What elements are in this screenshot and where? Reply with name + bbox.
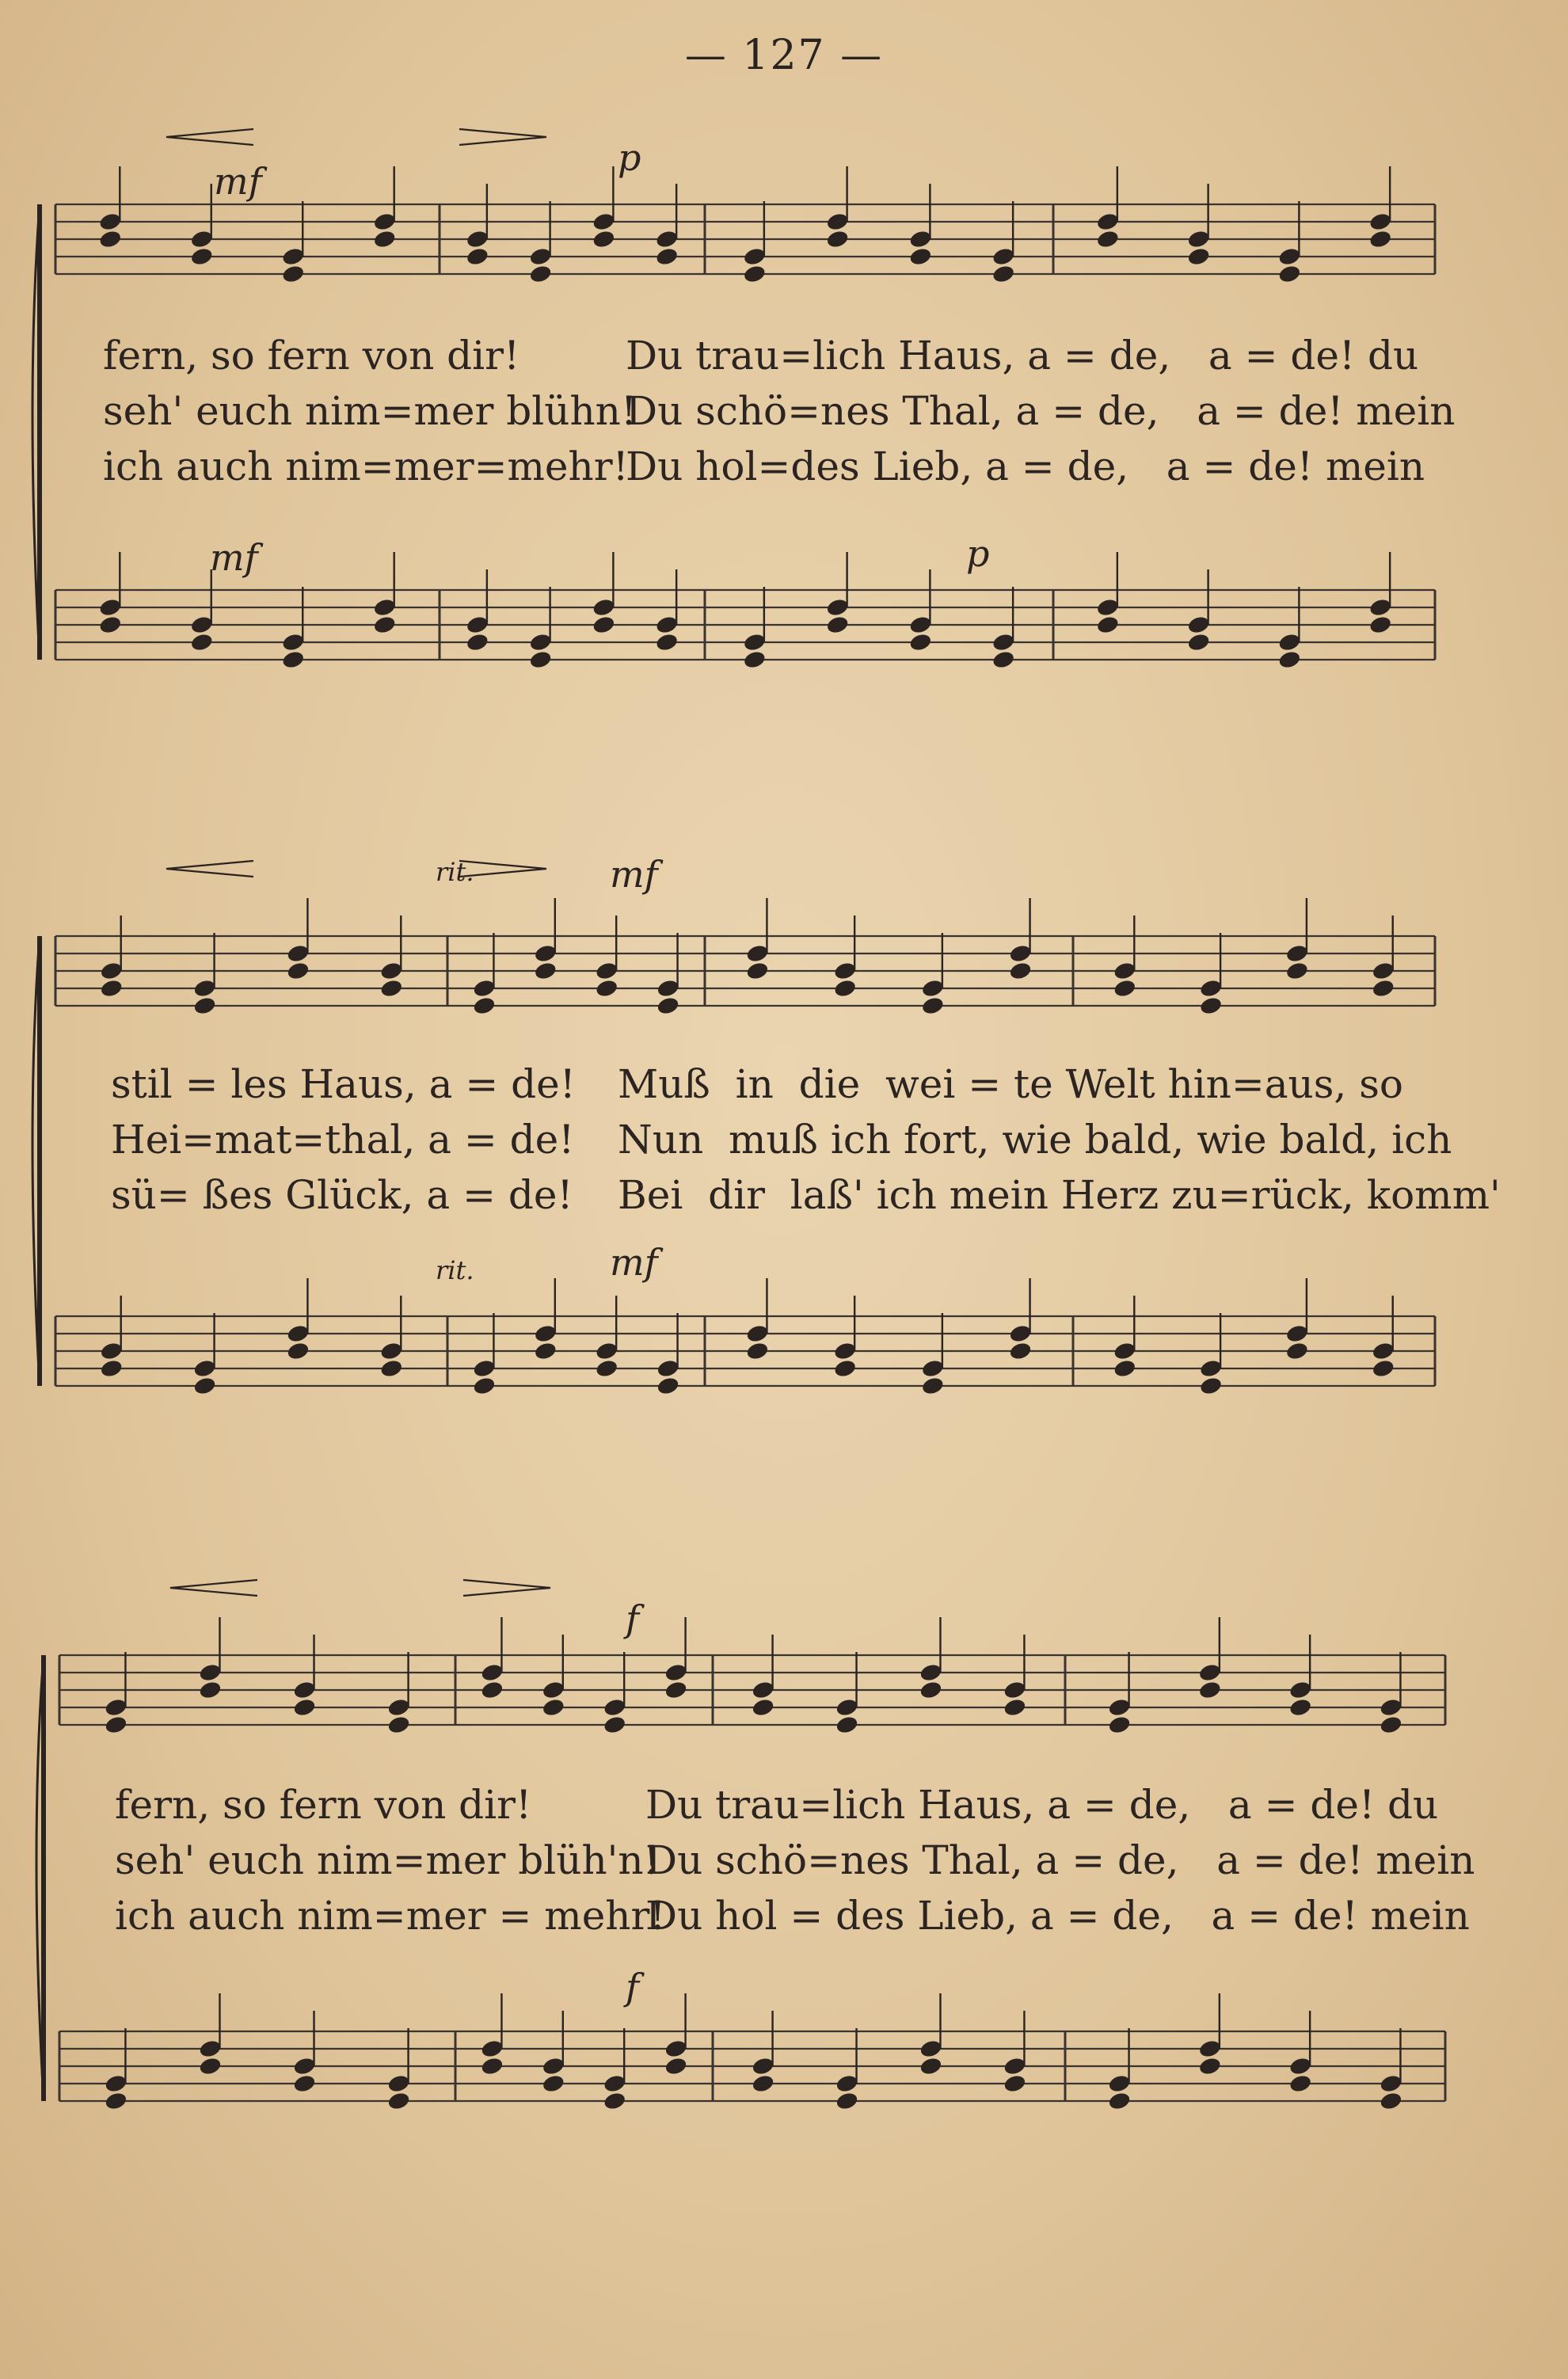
dynamic-marking: mf: [214, 160, 262, 203]
notehead: [751, 1697, 775, 1718]
notehead: [1277, 632, 1302, 653]
notehead: [835, 1715, 859, 1735]
notehead: [1113, 1358, 1137, 1379]
notehead: [743, 649, 767, 670]
notehead: [991, 264, 1016, 284]
notehead: [542, 1697, 566, 1718]
notehead: [921, 1376, 946, 1396]
notehead: [825, 211, 850, 232]
notehead: [292, 2056, 317, 2076]
notehead: [745, 1323, 770, 1344]
notehead: [1198, 1680, 1223, 1700]
dynamic-marking: mf: [210, 536, 258, 579]
notehead: [825, 597, 850, 618]
notehead: [592, 211, 616, 232]
notehead: [198, 1680, 223, 1700]
notehead: [1096, 615, 1121, 635]
notehead: [1288, 1697, 1313, 1718]
notehead: [1198, 1662, 1223, 1683]
notehead: [1277, 264, 1302, 284]
notehead: [835, 1697, 859, 1718]
notehead: [1285, 961, 1310, 981]
notehead: [1288, 2073, 1313, 2094]
notehead: [466, 246, 490, 267]
notehead: [1285, 1341, 1310, 1361]
notehead: [595, 1358, 619, 1379]
notehead: [603, 1697, 627, 1718]
notehead: [466, 229, 490, 249]
notehead: [919, 1662, 943, 1683]
notehead: [1368, 615, 1393, 635]
notehead: [825, 615, 850, 635]
lyric-line: seh' euch nim=mer blüh'n!: [115, 1837, 660, 1883]
notehead: [592, 615, 616, 635]
notehead: [1113, 961, 1137, 981]
lyric-line: Muß in die wei = te Welt hin=aus, so: [618, 1061, 1403, 1107]
notehead: [751, 2056, 775, 2076]
notehead: [1368, 229, 1393, 249]
notehead: [1198, 2038, 1223, 2059]
notehead: [835, 2091, 859, 2111]
notehead: [592, 229, 616, 249]
notehead: [919, 2038, 943, 2059]
notehead: [286, 1341, 310, 1361]
lyric-line: Nun muß ich fort, wie bald, wie bald, ich: [618, 1117, 1452, 1163]
notehead: [1277, 649, 1302, 670]
notehead: [534, 961, 558, 981]
notehead: [656, 978, 680, 999]
notehead: [379, 978, 404, 999]
notehead: [104, 1697, 128, 1718]
notehead: [542, 1680, 566, 1700]
notehead: [743, 246, 767, 267]
notehead: [908, 229, 933, 249]
notehead: [743, 264, 767, 284]
notehead: [386, 2073, 411, 2094]
notehead: [281, 246, 306, 267]
dynamic-marking: p: [618, 136, 641, 179]
lyric-line: Du schö=nes Thal, a = de, a = de! mein: [645, 1837, 1475, 1883]
notehead: [1371, 1341, 1395, 1361]
notehead: [1008, 943, 1033, 964]
dynamic-marking: mf: [610, 1241, 658, 1284]
tempo-direction: rit.: [436, 1255, 474, 1285]
notehead: [104, 1715, 128, 1735]
notehead: [1277, 246, 1302, 267]
notehead: [98, 211, 123, 232]
notehead: [1199, 1358, 1224, 1379]
notehead: [472, 1376, 497, 1396]
notehead: [286, 1323, 310, 1344]
notehead: [919, 2056, 943, 2076]
lyric-line: fern, so fern von dir!: [115, 1782, 532, 1828]
notehead: [1186, 632, 1211, 653]
notehead: [472, 978, 497, 999]
staff: [55, 204, 1435, 274]
notehead: [1199, 978, 1224, 999]
notehead: [1003, 2056, 1027, 2076]
notehead: [99, 1358, 124, 1379]
notehead: [189, 632, 214, 653]
notehead: [1371, 1358, 1395, 1379]
notehead: [595, 1341, 619, 1361]
staff: [55, 936, 1435, 1006]
notehead: [1113, 1341, 1137, 1361]
notehead: [745, 961, 770, 981]
notehead: [480, 2056, 504, 2076]
notehead: [595, 978, 619, 999]
notehead: [592, 597, 616, 618]
notehead: [1107, 1697, 1132, 1718]
crescendo-hairpin: [170, 1580, 257, 1596]
notehead: [189, 229, 214, 249]
notehead: [386, 2091, 411, 2111]
lyric-line: fern, so fern von dir!: [103, 333, 520, 379]
notehead: [1096, 211, 1121, 232]
notehead: [1107, 1715, 1132, 1735]
notehead: [480, 2038, 504, 2059]
notehead: [98, 615, 123, 635]
notehead: [542, 2056, 566, 2076]
notehead: [1285, 943, 1310, 964]
staff: [59, 1655, 1445, 1725]
notehead: [1186, 229, 1211, 249]
notehead: [1096, 229, 1121, 249]
notehead: [921, 995, 946, 1016]
notehead: [664, 2056, 688, 2076]
notehead: [98, 229, 123, 249]
lyric-line: Hei=mat=thal, a = de!: [111, 1117, 575, 1163]
lyric-line: ich auch nim=mer = mehr!: [115, 1893, 666, 1939]
notehead: [1368, 597, 1393, 618]
notehead: [466, 615, 490, 635]
notehead: [1379, 2073, 1403, 2094]
lyric-line: Du trau=lich Haus, a = de, a = de! du: [645, 1782, 1439, 1828]
notehead: [292, 1697, 317, 1718]
notehead: [1379, 1715, 1403, 1735]
notehead: [921, 978, 946, 999]
notehead: [656, 1358, 680, 1379]
notehead: [286, 961, 310, 981]
notehead: [1186, 246, 1211, 267]
notehead: [528, 264, 553, 284]
notehead: [192, 978, 217, 999]
notehead: [1008, 961, 1033, 981]
notehead: [281, 632, 306, 653]
notehead: [1003, 1697, 1027, 1718]
notehead: [655, 615, 679, 635]
decrescendo-hairpin: [463, 1580, 550, 1596]
notehead: [991, 632, 1016, 653]
notehead: [921, 1358, 946, 1379]
notehead: [1288, 2056, 1313, 2076]
notehead: [833, 961, 858, 981]
notehead: [379, 961, 404, 981]
crescendo-hairpin: [166, 861, 253, 877]
notehead: [198, 2056, 223, 2076]
notehead: [528, 649, 553, 670]
tempo-direction: rit.: [436, 857, 474, 887]
notehead: [528, 246, 553, 267]
staff: [59, 2031, 1445, 2101]
notehead: [528, 632, 553, 653]
notehead: [99, 978, 124, 999]
notehead: [603, 2073, 627, 2094]
notehead: [1371, 978, 1395, 999]
notehead: [98, 597, 123, 618]
notehead: [466, 632, 490, 653]
notehead: [664, 1662, 688, 1683]
notehead: [655, 229, 679, 249]
staff: [55, 1316, 1435, 1386]
notehead: [372, 615, 397, 635]
notehead: [480, 1680, 504, 1700]
notehead: [192, 995, 217, 1016]
notehead: [1186, 615, 1211, 635]
notehead: [751, 2073, 775, 2094]
lyric-line: Du hol = des Lieb, a = de, a = de! mein: [645, 1893, 1470, 1939]
notehead: [908, 246, 933, 267]
notehead: [1113, 978, 1137, 999]
notehead: [833, 978, 858, 999]
notehead: [542, 2073, 566, 2094]
notehead: [655, 246, 679, 267]
notehead: [664, 1680, 688, 1700]
notehead: [745, 1341, 770, 1361]
notehead: [751, 1680, 775, 1700]
notehead: [1003, 1680, 1027, 1700]
dynamic-marking: f: [626, 1966, 640, 2008]
notehead: [1199, 1376, 1224, 1396]
notehead: [480, 1662, 504, 1683]
lyric-line: sü= ßes Glück, a = de!: [111, 1172, 573, 1218]
dynamic-marking: mf: [610, 853, 658, 896]
notehead: [991, 246, 1016, 267]
notehead: [1008, 1341, 1033, 1361]
notehead: [292, 1680, 317, 1700]
notehead: [833, 1341, 858, 1361]
lyric-line: Du hol=des Lieb, a = de, a = de! mein: [626, 443, 1425, 489]
notehead: [919, 1680, 943, 1700]
notehead: [534, 1341, 558, 1361]
notehead: [1008, 1323, 1033, 1344]
lyric-line: Du trau=lich Haus, a = de, a = de! du: [626, 333, 1419, 379]
notehead: [372, 229, 397, 249]
notehead: [386, 1697, 411, 1718]
notehead: [664, 2038, 688, 2059]
notehead: [1107, 2073, 1132, 2094]
notehead: [656, 1376, 680, 1396]
notehead: [745, 943, 770, 964]
notehead: [655, 632, 679, 653]
notehead: [991, 649, 1016, 670]
notehead: [192, 1376, 217, 1396]
notehead: [472, 1358, 497, 1379]
staff: [55, 590, 1435, 660]
dynamic-marking: f: [626, 1597, 640, 1640]
notehead: [743, 632, 767, 653]
lyric-line: Bei dir laß' ich mein Herz zu=rück, komm': [618, 1172, 1501, 1218]
notehead: [908, 632, 933, 653]
lyric-line: stil = les Haus, a = de!: [111, 1061, 576, 1107]
notehead: [1371, 961, 1395, 981]
lyric-line: seh' euch nim=mer blühn!: [103, 388, 637, 434]
notehead: [372, 211, 397, 232]
notehead: [833, 1358, 858, 1379]
notehead: [99, 961, 124, 981]
notehead: [104, 2073, 128, 2094]
notehead: [534, 943, 558, 964]
notehead: [534, 1323, 558, 1344]
notehead: [835, 2073, 859, 2094]
notehead: [908, 615, 933, 635]
notehead: [1368, 211, 1393, 232]
page-number: — 127 —: [684, 32, 884, 79]
notehead: [1096, 597, 1121, 618]
notehead: [1198, 2056, 1223, 2076]
notehead: [104, 2091, 128, 2111]
crescendo-hairpin: [166, 129, 253, 145]
notehead: [286, 943, 310, 964]
notehead: [198, 2038, 223, 2059]
notehead: [603, 2091, 627, 2111]
notehead: [189, 615, 214, 635]
lyric-line: ich auch nim=mer=mehr!: [103, 443, 629, 489]
notehead: [472, 995, 497, 1016]
notehead: [1003, 2073, 1027, 2094]
notehead: [99, 1341, 124, 1361]
notehead: [1199, 995, 1224, 1016]
notehead: [281, 649, 306, 670]
decrescendo-hairpin: [459, 129, 546, 145]
notehead: [656, 995, 680, 1016]
notehead: [292, 2073, 317, 2094]
notehead: [379, 1358, 404, 1379]
dynamic-marking: p: [966, 532, 990, 575]
lyric-line: Du schö=nes Thal, a = de, a = de! mein: [626, 388, 1456, 434]
notehead: [1107, 2091, 1132, 2111]
notehead: [379, 1341, 404, 1361]
notehead: [198, 1662, 223, 1683]
notehead: [281, 264, 306, 284]
notehead: [189, 246, 214, 267]
notehead: [825, 229, 850, 249]
notehead: [595, 961, 619, 981]
notehead: [192, 1358, 217, 1379]
notehead: [1379, 2091, 1403, 2111]
notehead: [1285, 1323, 1310, 1344]
notehead: [603, 1715, 627, 1735]
notehead: [386, 1715, 411, 1735]
notehead: [1288, 1680, 1313, 1700]
notehead: [372, 597, 397, 618]
notehead: [1379, 1697, 1403, 1718]
